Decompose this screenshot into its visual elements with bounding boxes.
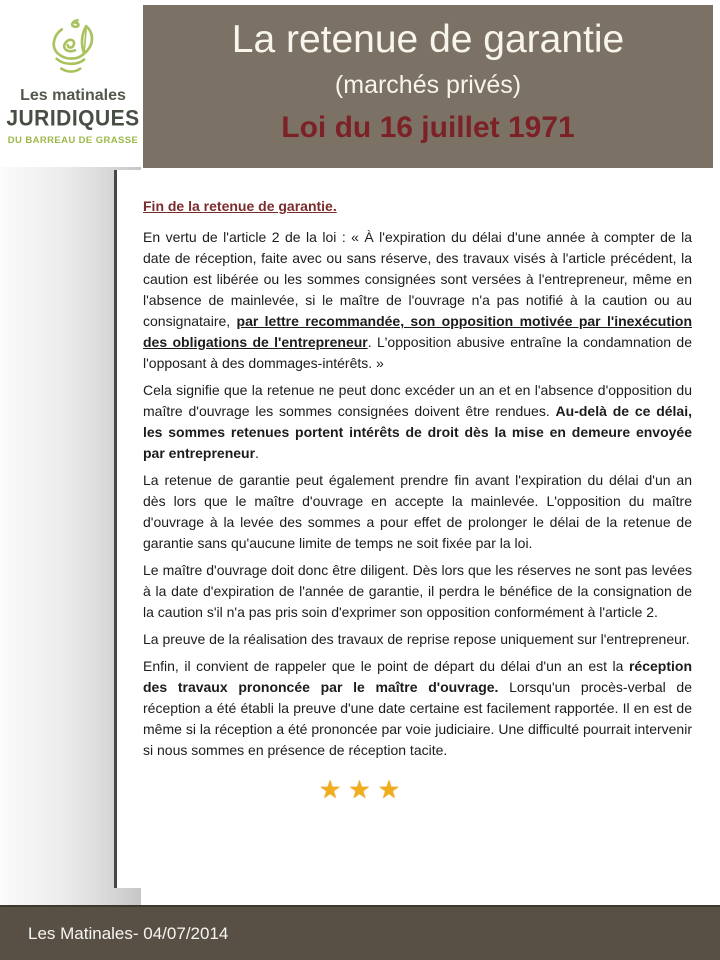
header <box>143 5 713 168</box>
page-subtitle: (marchés privés) <box>334 71 522 99</box>
paragraph: Enfin, il convient de rappeler que le point de départ du délai d'un an est la réception des travaux prononcée par le maître d'ouvrage. Lorsqu'un procès-verbal de réception a été établi la preuve d'une date certaine est facilement rapportée. Il en est de même si la réception a été prononcée par voie judiciaire. Une difficulté pourrait intervenir si nous sommes en présence de réception tacite. <box>143 658 692 758</box>
stars-decoration: ★★★ <box>318 776 408 804</box>
law-title: Loi du 16 juillet 1971 <box>281 111 575 144</box>
footer <box>0 905 720 960</box>
page-title: La retenue de garantie <box>231 18 625 61</box>
logo-brand-line2: JURIDIQUES <box>6 106 140 131</box>
paragraph: La retenue de garantie peut également prendre fin avant l'expiration du délai d'un an dès lors que le maître d'ouvrage en accepte la mainlevée. L'opposition du maître d'ouvrage à la levée des sommes a pour effet de prolonger le délai de la retenue de garantie sans qu'aucune limite de temps ne soit fixée par la loi. <box>143 472 692 551</box>
paragraph: En vertu de l'article 2 de la loi : « À l'expiration du délai d'une année à compter de la date de réception, faite avec ou sans réserve, des travaux visés à l'article précédent, la caution est libérée ou les sommes consignées sont versées à l'entrepreneur, même en l'absence de mainlevée, si le maître de l'ouvrage n'a pas notifié à la caution ou au consignataire, par lettre recommandée, son opposition motivée par l'inexécution des obligations de l'entrepreneur. L'opposition abusive entraîne la condamnation de l'opposant à des dommages-intérêts. » <box>143 229 693 371</box>
logo-brand-line1: Les matinales <box>20 87 126 104</box>
paragraph: Cela signifie que la retenue ne peut donc excéder un an et en l'absence d'opposition du maître d'ouvrage les sommes consignées doivent être rendues. Au-delà de ce délai, les sommes retenues portent intérêts de droit dès la mise en demeure envoyée par entrepreneur. <box>143 382 693 461</box>
section-heading: Fin de la retenue de garantie. <box>143 198 337 214</box>
content-panel <box>114 170 713 888</box>
footer-text: Les Matinales- 04/07/2014 <box>28 924 229 943</box>
coffee-cup-icon <box>37 12 109 86</box>
paragraph: La preuve de la réalisation des travaux de reprise repose uniquement sur l'entrepreneur. <box>143 631 690 647</box>
paragraph: Le maître d'ouvrage doit donc être diligent. Dès lors que les réserves ne sont pas levées à la date d'expiration de l'année de garantie, il perdra le bénéfice de la consignation de la caution s'il n'a pas pris soin d'exprimer son opposition conformément à l'article 2. <box>143 562 692 620</box>
logo <box>6 5 140 165</box>
logo-brand-line3: DU BARREAU DE GRASSE <box>7 135 139 146</box>
body-paragraphs <box>143 227 692 761</box>
